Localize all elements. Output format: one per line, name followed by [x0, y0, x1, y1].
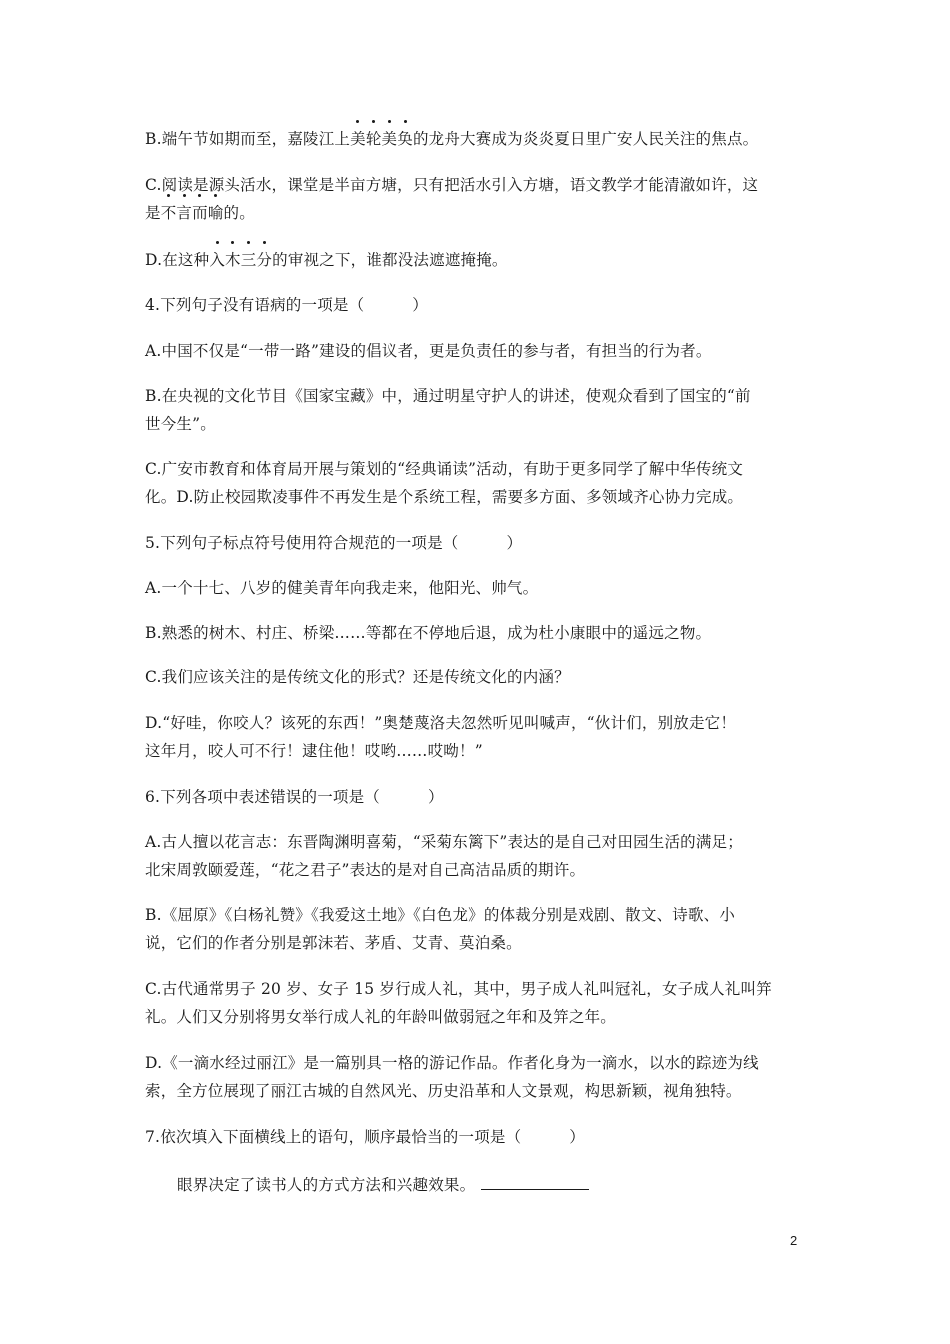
q4-stem-text: 4.下列句子没有语病的一项是（ — [145, 296, 365, 314]
q6-option-d-line1: D.《一滴水经过丽江》是一篇别具一格的游记作品。作者化身为一滴水，以水的踪迹为线 — [145, 1054, 759, 1072]
dotted-char: 喻 — [207, 204, 224, 222]
q5-option-c: C.我们应该关注的是传统文化的形式？还是传统文化的内涵？ — [145, 668, 570, 686]
q6-stem-close: ） — [428, 788, 444, 806]
q4-stem-close: ） — [412, 296, 428, 314]
q7-passage — [177, 1173, 842, 1195]
q5-stem-text: 5.下列句子标点符号使用符合规范的一项是（ — [145, 534, 459, 552]
q4-option-a: A.中国不仅是“一带一路”建设的倡议者，更是负责任的参与者，有担当的行为者。 — [145, 342, 712, 360]
q6-option-d-line2: 索，全方位展现了丽江古城的自然风光、历史沿革和人文景观，构思新颖，视角独特。 — [145, 1082, 742, 1100]
q6-option-c-line1: C.古代通常男子 20 岁、女子 15 岁行成人礼，其中，男子成人礼叫冠礼，女子成人礼叫笄 — [145, 980, 772, 998]
q5-stem — [145, 533, 810, 553]
q7-stem-text: 7.依次填入下面横线上的语句，顺序最恰当的一项是（ — [145, 1128, 522, 1146]
q6-option-b-line1: B.《屈原》《白杨礼赞》《我爱这土地》《白色龙》的体裁分别是戏剧、散文、诗歌、小 — [145, 906, 736, 924]
q6-option-c-line2: 礼。人们又分别将男女举行成人礼的年龄叫做弱冠之年和及笄之年。 — [145, 1008, 617, 1026]
q6-option-a-line1: A.古人擅以花言志：东晋陶渊明喜菊，“采菊东篱下”表达的是自己对田园生活的满足； — [145, 833, 743, 851]
q5-stem-close: ） — [506, 534, 523, 552]
fill-in-blank — [481, 1173, 589, 1190]
q7-stem-close: ） — [569, 1128, 585, 1146]
dotted-char: 入 — [209, 251, 226, 269]
q4-option-c-line2: 化。D.防止校园欺凌事件不再发生是个系统工程，需要多方面、多领域齐心协力完成。 — [145, 488, 744, 506]
q4-option-b-line2: 世今生”。 — [145, 415, 216, 433]
q4-stem — [145, 295, 810, 315]
q5-option-a: A.一个十七、八岁的健美青年向我走来，他阳光、帅气。 — [145, 579, 539, 597]
dotted-char: 三 — [240, 251, 257, 269]
q7-passage-text: 眼界决定了读书人的方式方法和兴趣效果。 — [177, 1176, 476, 1194]
dotted-char: 奂 — [397, 130, 413, 148]
dotted-char: 言 — [176, 204, 193, 222]
q3-option-b — [145, 129, 810, 149]
dotted-char: 而 — [192, 204, 208, 222]
q5-option-d-line2: 这年月，咬人可不行！逮住他！哎哟……哎呦！” — [145, 742, 483, 760]
dotted-char: 轮 — [365, 130, 382, 148]
q5-option-b: B.熟悉的树木、村庄、桥梁……等都在不停地后退，成为杜小康眼中的遥远之物。 — [145, 624, 712, 642]
q3-option-c-line2-suffix: 的。 — [223, 204, 255, 222]
q3-option-d-prefix: D.在这种 — [145, 251, 210, 269]
q3-option-c-line2-prefix: 是 — [145, 204, 161, 222]
q6-stem — [145, 787, 810, 807]
q3-option-c-line2 — [145, 203, 810, 223]
q6-option-b-line2: 说，它们的作者分别是郭沫若、茅盾、艾青、莫泊桑。 — [145, 934, 522, 952]
q6-option-a-line2: 北宋周敦颐爱莲，“花之君子”表达的是对自己高洁品质的期许。 — [145, 861, 586, 879]
dotted-char: 美 — [350, 130, 366, 148]
q3-option-d — [145, 250, 810, 270]
dotted-char: 分 — [256, 251, 273, 269]
q5-option-d-line1: D.“好哇，你咬人？该死的东西！”奥楚蔑洛夫忽然听见叫喊声，“伙计们，别放走它！ — [145, 714, 737, 732]
q6-stem-text: 6.下列各项中表述错误的一项是（ — [145, 788, 380, 806]
q4-option-c-line1: C.广安市教育和体育局开展与策划的“经典诵读”活动，有助于更多同学了解中华传统文 — [145, 460, 744, 478]
dotted-char: 不 — [160, 204, 177, 222]
dotted-char: 木 — [225, 251, 241, 269]
q3-option-b-suffix: 的龙舟大赛成为炎炎夏日里广安人民关注的焦点。 — [412, 130, 759, 148]
q3-option-d-suffix: 的审视之下，谁都没法遮遮掩掩。 — [272, 251, 508, 269]
dotted-char: 美 — [381, 130, 398, 148]
q3-option-b-prefix: B.端午节如期而至，嘉陵江上 — [145, 130, 351, 148]
page-number: 2 — [790, 1233, 798, 1248]
q7-stem — [145, 1127, 810, 1147]
q4-option-b-line1: B.在央视的文化节目《国家宝藏》中，通过明星守护人的讲述，使观众看到了国宝的“前 — [145, 387, 751, 405]
q3-option-c-line1: C.阅读是源头活水，课堂是半亩方塘，只有把活水引入方塘，语文教学才能清澈如许，这 — [145, 176, 759, 194]
